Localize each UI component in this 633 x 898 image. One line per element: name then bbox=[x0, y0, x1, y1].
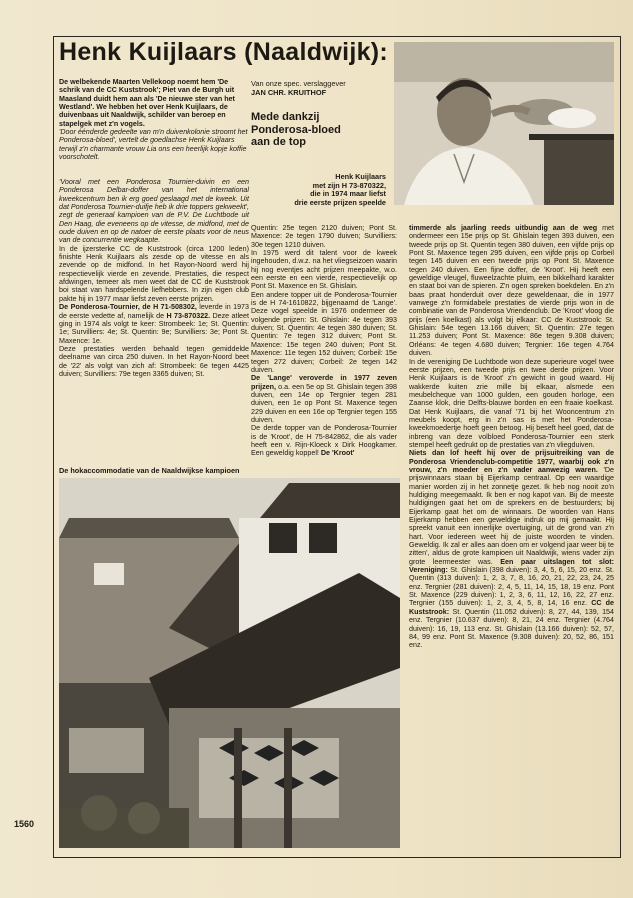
text-run: 'De prijswinnaars staan bij Eijerkamp centraal. Op een waardige manier worden zij in het zonnetje gezet. Ik heb nog nooit zo'n huldiging meegemaakt. Ik ben er nog kapot van. Bij de meeste huldigingen gaat het om de sprekers en de bestuurders; bij Eijerkamp gaat het om de winnaars. De woorden van Hans Eijerkamp hebben een geweldige indruk op mij gemaakt. Hij spreekt vanuit een innerlijke overtuiging, uit de grond van z'n hart. Voor iedereen weet hij de juiste woorden te vinden. Geweldig. Ik zal er alles aan doen om er volgend jaar weer bij te zitten', aldus de grote kampioen uit Naaldwijk, wiens vader zijn grote leermeester was. bbox=[409, 465, 614, 566]
bold-run: timmerde als jaarling reeds uitbundig aan de weg bbox=[409, 224, 598, 232]
column3-paragraph bbox=[409, 449, 614, 649]
portrait-photo-image bbox=[394, 42, 614, 205]
photo-caption-loft: De hokaccommodatie van de Naaldwijkse kampioen bbox=[59, 466, 240, 475]
column-1 bbox=[59, 178, 249, 378]
subhead-line-1: Mede dankzij bbox=[251, 111, 320, 123]
column1-paragraph bbox=[59, 303, 249, 345]
column1-paragraph: 'Vooral met een Ponderosa Tournier-duivin en een Ponderosa Delbar-doffer van het international kweekcentrum ben ik erg goed geslaagd met de kweek. Uit dat Ponderosa Tournier-duifje heb ik drie toppers gekweekt', zegt de generaal kampioen van de P.V. De Luchtbode uit Den Haag, die eveneens op de vitesse, de midfond, met de oude duiven en op de natoer de eerste plaats voor de neus van de concurrentie wegkaapte. bbox=[59, 178, 249, 245]
portrait-photo bbox=[394, 42, 614, 205]
column-2 bbox=[251, 224, 397, 458]
photo-caption-portrait bbox=[260, 173, 386, 207]
intro-quote: 'Door éénderde gedeelte van m'n duivenkolonie stroomt het Ponderosa-bloed', vertelt de goedlachse Henk Kuijlaars terwijl z'n charmante vrouw Lia ons een heerlijk kopje koffie voorschotelt. bbox=[59, 128, 248, 162]
bold-run: De Ponderosa-Tournier, de H 71-508302, bbox=[59, 303, 197, 312]
column2-paragraph bbox=[251, 424, 397, 457]
bold-run: Een paar uitslagen tot slot: Vereniging: bbox=[409, 557, 614, 575]
column2-paragraph bbox=[251, 374, 397, 424]
text-run: met ondermeer een 15e prijs op St. Ghislain tegen 393 duiven, een tweede prijs op St. Quentin tegen 380 duiven, een vijfde prijs op Pont St. Maxence tegen 295 duiven, een vijfde prijs op Corbeil tegen 145 duiven en een tweede prijs op Pont St. Maxence tegen 240 duiven. Een fijne doffer, de 'Kroot'. Hij heeft een geweldige vleugel, fluweelzachte pluim, een bikkelhard karakter en staat boi van de spieren. Z'n ogen spreken boekdelen. En z'n baas praat honderduit over deze geweldenaar, die in 1977 vanwege z'n formidabele prestaties de vierde prijs won in de combinatie van de Ponderosa Vriendenclub. De 'Kroot' vloog die prijs (een koelkast) als volgt bij elkaar: CC de Kuststrook: St. Ghislain: 54e tegen 13.166 duiven; St. Quentin: 27e tegen 11.253 duiven; Pont St. Maxence: 86e tegen 9.308 duiven; Orléans: 4e tegen 4.680 duiven; Tergnier: 16e tegen 4.764 duiven. bbox=[409, 224, 615, 358]
subhead-line-2: Ponderosa-bloed bbox=[251, 123, 341, 136]
byline-author: JAN CHR. KRUITHOF bbox=[251, 87, 327, 97]
column3-paragraph bbox=[409, 224, 614, 358]
column1-paragraph: In de ijzersterke CC de Kuststrook (circa 1200 leden) finishte Henk Kuijlaars als zesde op de vitesse en als zevende op de midfond. In het Rayon-Noord werd hij respectievelijk vierde en zevende. Prestaties, die respect afdwingen, temeer als men weet dat de CC de Kuststrook boi staat van hardspelende liefhebbers. In zijn eigen club pakte hij in 1977 maar liefst zeven eerste prijzen. bbox=[59, 244, 249, 303]
bold-run: Niets dan lof heeft hij over de prijsuitreiking van de Ponderosa Vriendenclub-competitie 1977, waarbij ook z'n vrouw, z'n moeder en z'n vader aanwezig waren. bbox=[409, 449, 614, 474]
caption-line-3: die in 1974 maar liefst bbox=[310, 189, 386, 199]
bold-run: De 'Kroot' bbox=[320, 449, 355, 458]
byline bbox=[251, 80, 391, 97]
text-run: St. Quentin (11.052 duiven): 8, 27, 44, 139, 154 enz. Tergnier (10.637 duiven): 8, 21, 24 enz. Tergnier (4.764 duiven): 16, 19, 113 enz. St. Ghislain (13.166 duiven): 52, 57, 84, 99 enz. Pont St. Maxence (9.308 duiven): 20, 52, 86, 151 enz. bbox=[409, 607, 614, 650]
intro-lead: De welbekende Maarten Vellekoop noemt hem 'De schrik van de CC Kuststrook'; Piet van de Burgh uit Maasland duidt hem aan als 'De nieuwe ster van het Westland'. We hebben het over Henk Kuijlaars, de duivenbaas uit Naaldwijk, schilder van beroep en stapelgek met z'n vogels. bbox=[59, 78, 235, 128]
text-run: Deze atleet ging in 1974 als volgt te keer: Strombeek: 1e; St. Quentin: 1e; Survilliers: 4e; St. Quentin: 9e; Survilliers: 3e; Pont St. Maxence: 1e. bbox=[59, 311, 249, 345]
column2-paragraph: In 1975 werd dit talent voor de kweek ingehouden, d.w.z. na het vliegseizoen waarin hij nog eventjes acht prijzen meepakte, w.o. een eerste en een vierde, respectievelijk op Pont St. Maxence en St. Ghislain. bbox=[251, 249, 397, 291]
column2-paragraph: Een andere topper uit de Ponderosa-Tournier is de H 74-1610822, bijgenaamd de 'Lange'. Deze vogel speelde in 1976 ondermeer de volgende prijzen: St. Ghislain: 4e tegen 393 duiven; St. Quentin: 4e tegen 380 duiven; St. Quentin: 7e tegen 312 duiven; Pont St. Maxence: 15e tegen 240 duiven; Pont St. Maxence: 11e tegen 152 duiven; Corbeil: 15e tegen 272 duiven; Corbeil: 2e tegen 142 duiven. bbox=[251, 290, 397, 374]
text-run: De derde topper van de Ponderosa-Tournier is de 'Kroot', de H 75-842862, die als vader heeft een v. Rijn-Kloeck x Dirk Hoogkamer. Een geweldig koppel! bbox=[251, 424, 397, 458]
bold-run: De 'Lange' veroverde in 1977 zeven prijzen, bbox=[251, 374, 397, 391]
column3-paragraph: In de vereniging De Luchtbode won deze superieure vogel twee eerste prijzen, een tweede prijs en twee derde prijzen. Voor Henk Kuijlaars is de 'Kroot' z'n gewicht in goud waard. Hij wakkerde kuiten zrie mille bij elkaar, alsmede een meubelcheque van 1000 gulden, een gouden horloge, een Zaanse klok, drie Delfts-blauwe borden en een fraaie koelkast. Dat Henk Kuijlaars, die vanaf '71 bij het Wooncentrum z'n meubels koopt, erg in z'n sas is met het Ponderosa-kweekmoedertje hoeft geen betoog. Hij beseft heel goed, dat de inbreng van deze volbloed Ponderosa-Tournier een sterk stempel heeft gedrukt op de prestaties van z'n vliegduiven. bbox=[409, 357, 614, 449]
bold-run: H 73-870322. bbox=[166, 311, 211, 320]
page-number: 1560 bbox=[14, 819, 35, 829]
text-run: St. Ghislain (398 duiven): 3, 4, 5, 6, 15, 20 enz. St. Quentin (313 duiven): 1, 2, 3, 7, 8, 16, 20, 21, 22, 23, 24, 25 enz. Tergnier (281 duiven): 2, 4, 5, 11, 14, 15, 18, 19 enz. Pont St. Maxence (229 duiven): 1, 2, 3, 6, 11, 12, 16, 22, 27 enz. Tergnier (155 duiven): 1, 2, 3, 4, 5, 8, 14, 16 enz. bbox=[409, 566, 614, 608]
column2-paragraph: Quentin: 25e tegen 2120 duiven; Pont St. Maxence: 2e tegen 1790 duiven; Survilliers: 30e tegen 1210 duiven. bbox=[251, 224, 397, 249]
caption-line-4: drie eerste prijzen speelde bbox=[294, 197, 386, 207]
subheadline bbox=[251, 111, 391, 149]
column1-paragraph: Deze prestaties werden behaald tegen gemiddelde deelname van circa 250 duiven. In het Rayon-Noord beet de '22' als volgt van zich af: Strombeek: 6e tegen 4425 duiven; Survilliers: 79e tegen 3365 duiven; St. bbox=[59, 344, 249, 378]
byline-role: Van onze spec. verslaggever bbox=[251, 79, 346, 88]
article-title: Henk Kuijlaars (Naaldwijk): bbox=[59, 38, 389, 66]
intro-text bbox=[59, 78, 249, 161]
subhead-line-3: aan de top bbox=[251, 136, 307, 149]
caption-line-2: met zijn H 73-870322, bbox=[312, 180, 386, 190]
loft-photo bbox=[59, 478, 400, 848]
column-3 bbox=[409, 224, 614, 650]
text-run: leverde in 1973 de eerste vedette af, namelijk de bbox=[59, 303, 249, 320]
loft-photo-image bbox=[59, 478, 400, 848]
caption-line-1: Henk Kuijlaars bbox=[335, 172, 386, 181]
text-run: o.a. een 5e op St. Ghislain tegen 398 duiven, een 14e op Tergnier tegen 281 duiven, een 1e op Pont St. Maxence tegen 229 duiven en een 16e op Tergnier tegen 155 duiven. bbox=[251, 382, 397, 424]
bold-run: CC de Kuststrook: bbox=[409, 599, 614, 616]
